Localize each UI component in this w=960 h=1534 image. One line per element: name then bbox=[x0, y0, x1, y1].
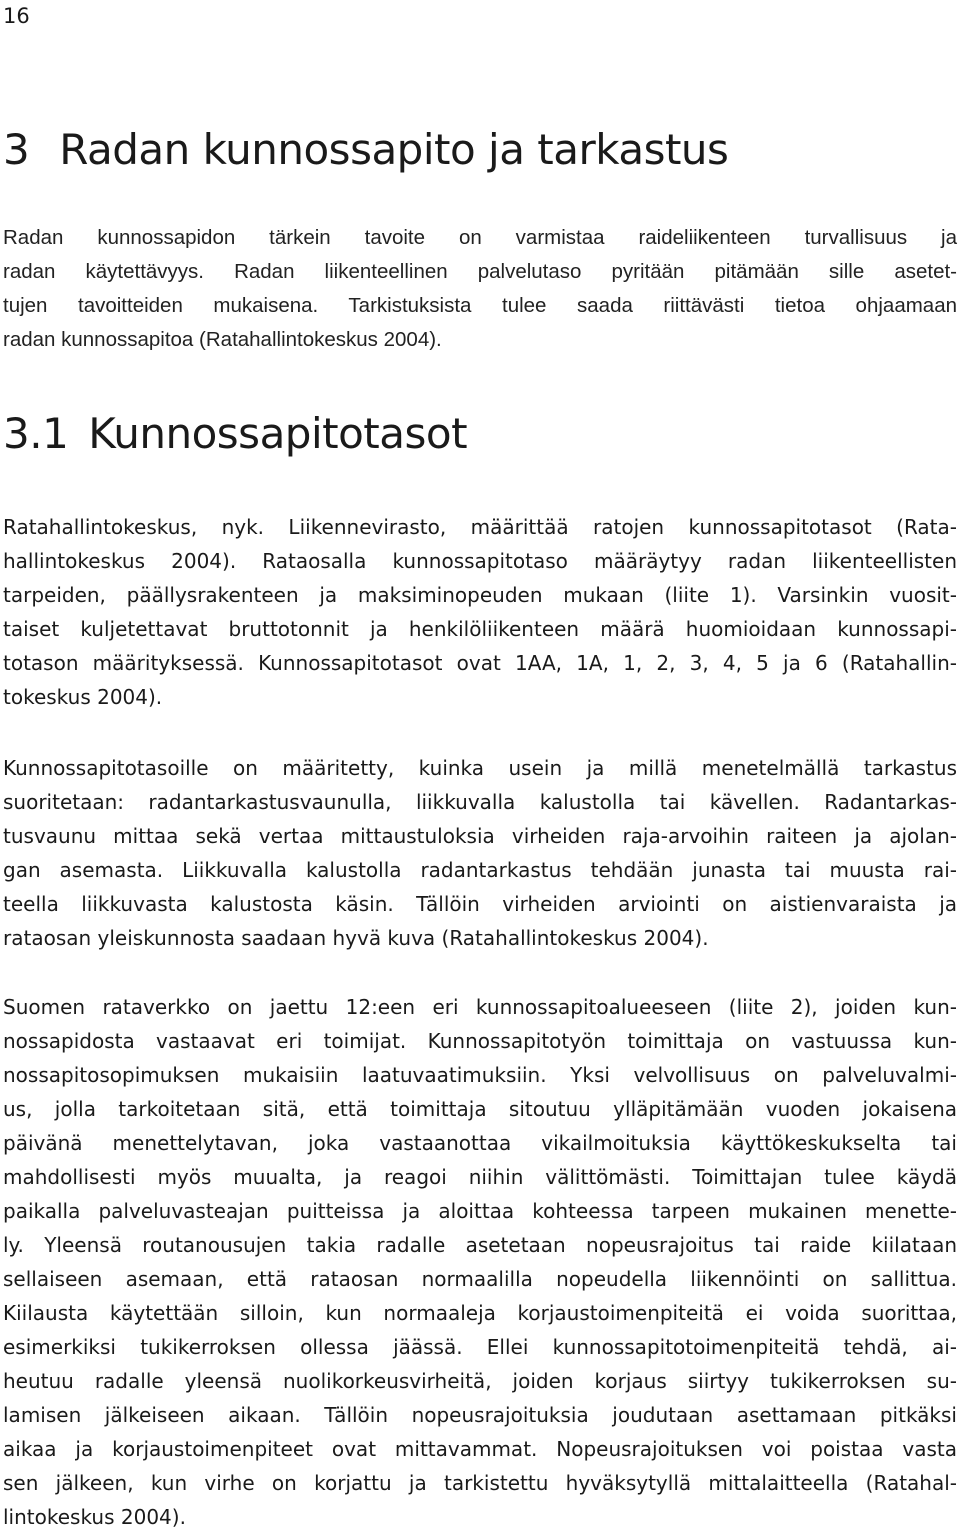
text-line: nossapidosta vastaavat eri toimijat. Kunnossapitotyön toimittaja on vastuussa kun- bbox=[3, 1029, 957, 1053]
section-title: Kunnossapitotasot bbox=[88, 409, 468, 458]
text-line: Suomen rataverkko on jaettu 12:een eri kunnossapitoalueeseen (liite 2), joiden kun- bbox=[3, 995, 957, 1019]
text-line: tarpeiden, päällysrakenteen ja maksiminopeuden mukaan (liite 1). Varsinkin vuosit- bbox=[3, 583, 957, 607]
text-line: Ratahallintokeskus, nyk. Liikennevirasto, määrittää ratojen kunnossapitotasot (Rata- bbox=[3, 515, 957, 539]
page-number: 16 bbox=[3, 4, 30, 28]
text-line: radan kunnossapitoa (Ratahallintokeskus 2004). bbox=[3, 328, 442, 351]
text-line: nossapitosopimuksen mukaisiin laatuvaatimuksiin. Yksi velvollisuus on palveluvalmi- bbox=[3, 1063, 957, 1087]
text-line: Kunnossapitotasoille on määritetty, kuinka usein ja millä menetelmällä tarkastus bbox=[3, 756, 957, 780]
text-line: sen jälkeen, kun virhe on korjattu ja tarkistettu hyväksytyllä mittalaitteella (Ratahal- bbox=[3, 1471, 957, 1495]
text-line: us, jolla tarkoitetaan sitä, että toimittaja sitoutuu ylläpitämään vuoden jokaisena bbox=[3, 1097, 957, 1121]
text-line: paikalla palveluvasteajan puitteissa ja aloittaa kohteessa tarpeen mukainen menette- bbox=[3, 1199, 957, 1223]
chapter-heading bbox=[3, 122, 728, 178]
text-line: taiset kuljetettavat bruttotonnit ja henkilöliikenteen määrä huomioidaan kunnossapi- bbox=[3, 617, 957, 641]
chapter-number: 3 bbox=[3, 125, 30, 174]
text-line: tujen tavoitteiden mukaisena. Tarkistuksista tulee saada riittävästi tietoa ohjaamaan bbox=[3, 294, 957, 317]
text-line: ly. Yleensä routanousujen takia radalle asetetaan nopeusrajoitus tai raide kiilataan bbox=[3, 1233, 957, 1257]
paragraph-1 bbox=[3, 510, 957, 714]
text-line: lamisen jälkeiseen aikaan. Tällöin nopeusrajoituksia joudutaan asettamaan pitkäksi bbox=[3, 1403, 957, 1427]
paragraph-3 bbox=[3, 990, 957, 1534]
text-line: tusvaunu mittaa sekä vertaa mittaustuloksia virheiden raja-arvoihin raiteen ja ajolan- bbox=[3, 824, 957, 848]
text-line: gan asemasta. Liikkuvalla kalustolla radantarkastus tehdään junasta tai muusta rai- bbox=[3, 858, 957, 882]
text-line: mahdollisesti myös muualta, ja reagoi niihin välittömästi. Toimittajan tulee käydä bbox=[3, 1165, 957, 1189]
section-number: 3.1 bbox=[3, 409, 69, 458]
text-line: heutuu radalle yleensä nuolikorkeusvirheitä, joiden korjaus siirtyy tukikerroksen su- bbox=[3, 1369, 957, 1393]
text-line: päivänä menettelytavan, joka vastaanottaa vikailmoituksia käyttökeskukselta tai bbox=[3, 1131, 957, 1155]
section-heading bbox=[3, 406, 467, 462]
text-line: radan käytettävyys. Radan liikenteellinen palvelutaso pyritään pitämään sille asetet- bbox=[3, 260, 957, 283]
chapter-title: Radan kunnossapito ja tarkastus bbox=[59, 125, 729, 174]
text-line: sellaiseen asemaan, että rataosan normaalilla nopeudella liikennöinti on sallittua. bbox=[3, 1267, 957, 1291]
text-line: aikaa ja korjaustoimenpiteet ovat mittavammat. Nopeusrajoituksen voi poistaa vasta bbox=[3, 1437, 957, 1461]
text-line: tokeskus 2004). bbox=[3, 685, 163, 709]
text-line: Radan kunnossapidon tärkein tavoite on varmistaa raideliikenteen turvallisuus ja bbox=[3, 226, 957, 249]
text-line: esimerkiksi tukikerroksen ollessa jäässä. Ellei kunnossapitotoimenpiteitä tehdä, ai- bbox=[3, 1335, 957, 1359]
text-line: rataosan yleiskunnosta saadaan hyvä kuva (Ratahallintokeskus 2004). bbox=[3, 926, 709, 950]
text-line: lintokeskus 2004). bbox=[3, 1505, 186, 1529]
text-line: teella liikkuvasta kalustosta käsin. Tällöin virheiden arviointi on aistienvaraista ja bbox=[3, 892, 957, 916]
text-line: totason määrityksessä. Kunnossapitotasot ovat 1AA, 1A, 1, 2, 3, 4, 5 ja 6 (Ratahallin- bbox=[3, 651, 957, 675]
intro-paragraph bbox=[3, 221, 957, 357]
text-line: hallintokeskus 2004). Rataosalla kunnossapitotaso määräytyy radan liikenteellisten bbox=[3, 549, 957, 573]
paragraph-2 bbox=[3, 751, 957, 955]
text-line: Kiilausta käytettään silloin, kun normaaleja korjaustoimenpiteitä ei voida suorittaa, bbox=[3, 1301, 957, 1325]
text-line: suoritetaan: radantarkastusvaunulla, liikkuvalla kalustolla tai kävellen. Radantarkas- bbox=[3, 790, 957, 814]
